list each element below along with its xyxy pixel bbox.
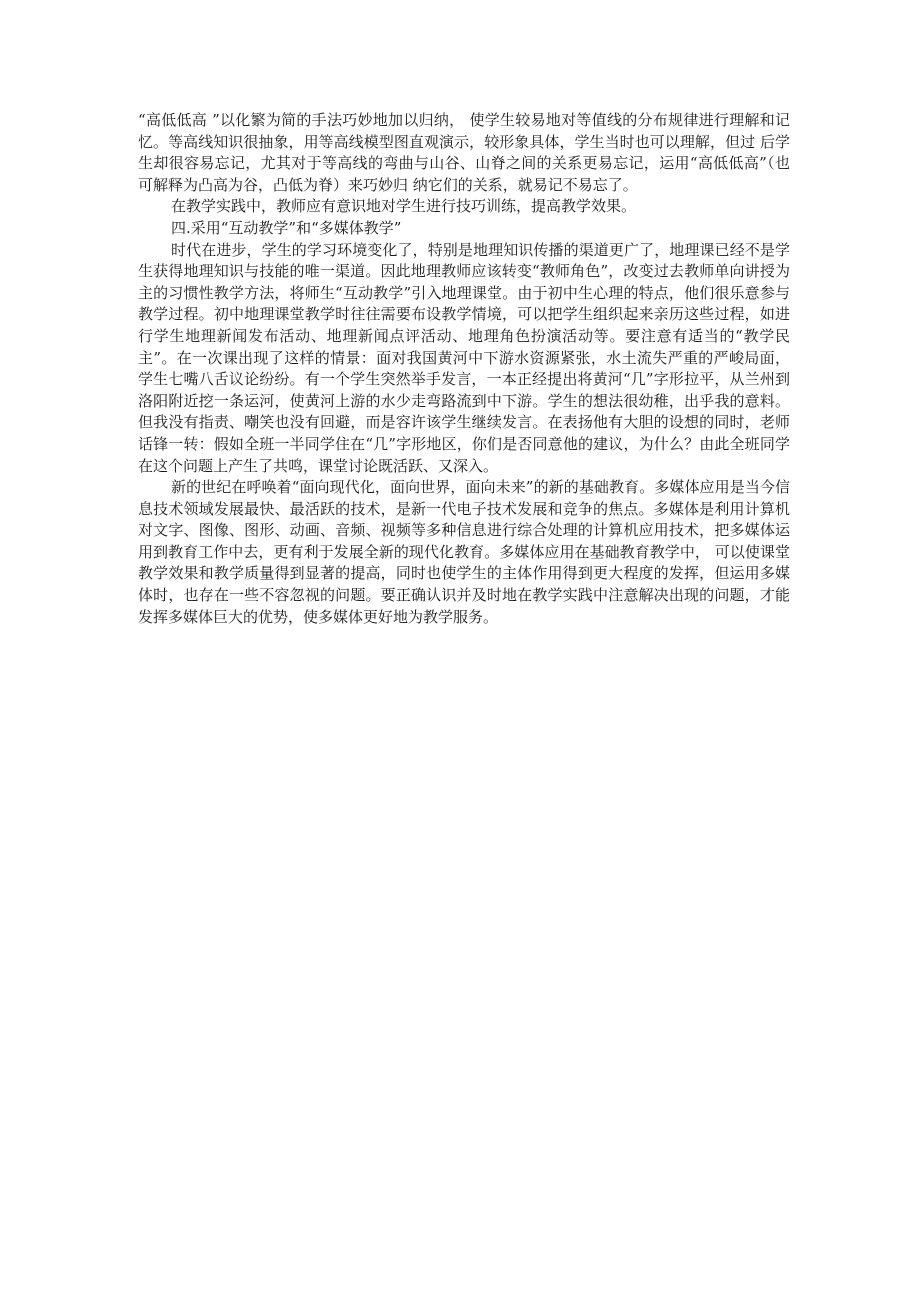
paragraph-interactive-teaching: 时代在进步，学生的学习环境变化了，特别是地理知识传播的渠道更广了，地理课已经不是学生获得地理知识与技能的唯一渠道。因此地理教师应该转变“教师角色”，改变过去教师单向讲授为主的习惯性教学方法，将师生“互动教学”引入地理课堂。由于初中生心理的特点，他们很乐意参与教学过程。初中地理课堂教学时往往需要布设教学情境，可以把学生组织起来亲历这些过程，如进行学生地理新闻发布活动、地理新闻点评活动、地理角色扮演活动等。要注意有适当的“教学民主”。在一次课出现了这样的情景：面对我国黄河中下游水资源紧张，水土流失严重的严峻局面，学生七嘴八舌议论纷纷。有一个学生突然举手发言，一本正经提出将黄河“几”字形拉平，从兰州到洛阳附近挖一条运河，使黄河上游的水少走弯路流到中下游。学生的想法很幼稚，出乎我的意料。但我没有指责、嘲笑也没有回避，而是容许该学生继续发言。在表扬他有大胆的设想的同时，老师话锋一转：假如全班一半同学住在“几”字形地区，你们是否同意他的建议，为什么？由此全班同学在这个问题上产生了共鸣，课堂讨论既活跃、又深入。 bbox=[138, 240, 790, 475]
document-body bbox=[138, 110, 790, 628]
paragraph-multimedia-teaching: 新的世纪在呼唤着“面向现代化，面向世界，面向未来”的新的基础教育。多媒体应用是当今信息技术领域发展最快、最活跃的技术，是新一代电子技术发展和竞争的焦点。多媒体是利用计算机对文字、图像、图形、动画、音频、视频等多种信息进行综合处理的计算机应用技术，把多媒体运用到教育工作中去，更有利于发展全新的现代化教育。多媒体应用在基础教育教学中， 可以使课堂教学效果和教学质量得到显著的提高，同时也使学生的主体作用得到更大程度的发挥，但运用多媒体时，也存在一些不容忽视的问题。要正确认识并及时地在教学实践中注意解决出现的问题，才能发挥多媒体巨大的优势，使多媒体更好地为教学服务。 bbox=[138, 478, 790, 626]
paragraph-skill-training: 在教学实践中，教师应有意识地对学生进行技巧训练，提高教学效果。 bbox=[171, 197, 637, 216]
section-heading-4: 四.采用“互动教学”和“多媒体教学” bbox=[171, 218, 402, 237]
paragraph-contour-mnemonic: “高低低高 ”以化繁为简的手法巧妙地加以归纳， 使学生较易地对等值线的分布规律进行理解和记忆。等高线知识很抽象，用等高线模型图直观演示，较形象具体，学生当时也可以理解，但过 后学生却很容易忘记，尤其对于等高线的弯曲与山谷、山脊之间的关系更易忘记，运用“高低低高”（也可解释为凸高为谷，凸低为脊）来巧妙归 纳它们的关系，就易记不易忘了。 bbox=[138, 111, 790, 194]
